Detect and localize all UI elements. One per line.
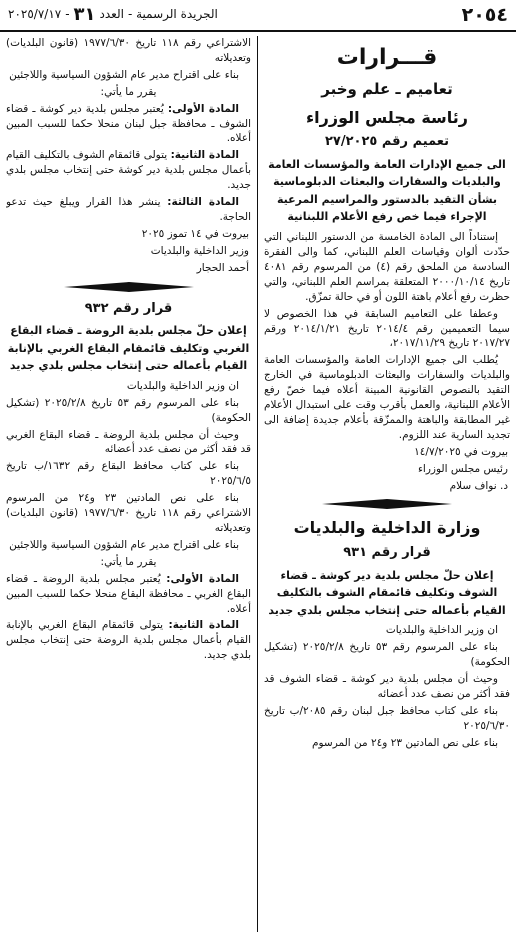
signer-title: وزير الداخلية والبلديات: [150, 244, 249, 257]
article-2: [6, 148, 251, 193]
decision-931-number: قرار رقم ٩٣١: [343, 545, 431, 561]
issue-number: ٣١: [73, 4, 96, 26]
circular-paragraph: يُطلب الى جميع الإدارات العامة والمؤسسات العامة والبلديات والسفارات والبعثات الدبلوماسية في الخارج التقيد بالنصوص القانونية المبينة أعلاه فيما خصّ رفع الأعلام اللبنانية، والعمل بأقرب وقت على استبدال الأعلام غير المطابقة والباهتة والممزّقة بأعلام جديدة إضافة الى تجديد السارية عند اللزوم.: [264, 354, 510, 441]
circular-number: تعميم رقم ٢٧/٢٠٢٥: [324, 134, 450, 150]
moi-org-title: وزارة الداخلية والبلديات: [293, 518, 481, 538]
decision-932-paragraph: بناء على المرسوم رقم ٥٣ تاريخ ٢٠٢٥/٢/٨ (تشكيل الحكومة): [6, 396, 251, 424]
decides-label: يقرر ما يأتي:: [100, 85, 157, 98]
section-divider-ornament: [264, 499, 510, 509]
decision-931-heading: إعلان حلّ مجلس بلدية دير كوشة ـ قضاء الشوف وتكليف قائمقام الشوف بالتكليف القيام بأعماله حتى إنتخاب مجلس بلدي جديد: [268, 568, 506, 617]
decision-931-paragraph: بناء على نص المادتين ٢٣ و٢٤ من المرسوم: [312, 736, 498, 749]
header-separator: -: [65, 7, 70, 22]
left-column: [6, 36, 258, 932]
article-label: المادة الثانية:: [168, 619, 239, 632]
decision-932-paragraph: بناء على اقتراح مدير عام الشؤون السياسية واللاجئين: [9, 538, 239, 551]
circular-paragraph: وعطفا على التعاميم السابقة في هذا الخصوص لا سيما التعميمين رقم ٢٠١٤/٤ تاريخ ٢٠١٤/١/٢١ ورقم ٢٠١٧/٢٧ تاريخ ٢٠١٧/١١/٢٩،: [264, 307, 510, 350]
article-label: المادة الثالثة:: [167, 196, 239, 209]
circular-heading: الى جميع الإدارات العامة والمؤسسات العامة والبلديات والسفارات والبعثات الدبلوماسية بشأن التقيد بالدستور والمراسيم المرعية الإجراء فيما خص رفع الأعلام اللبنانية: [268, 157, 506, 224]
circular-date: بيروت في ١٤/٧/٢٠٢٥: [414, 445, 508, 458]
pm-org-title: رئاسة مجلس الوزراء: [306, 107, 468, 127]
decision-932-paragraph: ان وزير الداخلية والبلديات: [126, 379, 239, 392]
section-subtitle: تعاميم ـ علم وخبر: [321, 80, 453, 99]
gazette-name: الجريدة الرسمية -: [127, 7, 218, 22]
issue-date: ٢٠٢٥/٧/١٧: [8, 7, 62, 22]
article-text: يتولى قائمقام البقاع الغربي بالإنابة القيام بأعمال مجلس بلدية الروضة حتى إنتخاب مجلس بلدي جديد.: [6, 619, 251, 662]
decision-931-paragraph: وحيث أن مجلس بلدية دير كوشة ـ قضاء الشوف قد فقد أكثر من نصف عدد أعضائه: [264, 673, 510, 701]
section-divider-ornament: [6, 282, 251, 292]
decision-932-paragraph: وحيث أن مجلس بلدية الروضة ـ قضاء البقاع الغربي قد فقد أكثر من نصف عدد أعضائه: [6, 428, 251, 456]
article-text: ينشر هذا القرار ويبلغ حيث تدعو الحاجة.: [6, 196, 251, 223]
circular-signer-title: رئيس مجلس الوزراء: [417, 462, 508, 475]
right-column: [258, 36, 510, 932]
decision-931-paragraph: ان وزير الداخلية والبلديات: [385, 624, 498, 637]
circular-signer-name: د. نواف سلام: [449, 479, 508, 492]
article-1: [6, 102, 251, 147]
page-header: [0, 0, 516, 32]
article-1: [6, 572, 251, 617]
article-3: [6, 195, 251, 225]
decision-931-paragraph: بناء على المرسوم رقم ٥٣ تاريخ ٢٠٢٥/٢/٨ (تشكيل الحكومة): [264, 641, 510, 669]
signer-name: أحمد الحجار: [196, 261, 249, 274]
article-label: المادة الثانية:: [170, 149, 239, 162]
page-number: ٢٠٥٤: [461, 3, 508, 26]
columns: [6, 36, 510, 932]
decision-931-paragraph: بناء على كتاب محافظ جبل لبنان رقم ٢٠٨٥/ب تاريخ ٢٠٢٥/٦/٣٠: [264, 704, 510, 732]
decides-label: يقرر ما يأتي:: [100, 555, 157, 568]
article-text: يتولى قائمقام الشوف بالتكليف القيام بأعمال مجلس بلدية دير كوشة حتى إنتخاب مجلس بلدي جديد.: [6, 149, 251, 192]
decision-932-number: قرار رقم ٩٣٢: [84, 300, 173, 316]
article-label: المادة الأولى:: [166, 572, 239, 585]
article-label: المادة الأولى:: [167, 102, 240, 115]
decision-932-heading: إعلان حلّ مجلس بلدية الروضة ـ قضاء البقاع الغربي وتكليف قائمقام البقاع الغربي بالإنابة القيام بأعماله حتى إنتخاب مجلس بلدي جديد: [7, 324, 250, 373]
decision-932-paragraph: بناء على نص المادتين ٢٣ و٢٤ من المرسوم الاشتراعي رقم ١١٨ تاريخ ١٩٧٧/٦/٣٠ (قانون البلديات) وتعديلاته: [6, 492, 251, 534]
article-2: [6, 618, 251, 663]
decision-932-paragraph: بناء على كتاب محافظ البقاع رقم ١٦٣٢/ب تاريخ ٢٠٢٥/٦/٥: [6, 460, 251, 488]
gazette-info: [8, 2, 218, 28]
circular-paragraph: إستناداً الى المادة الخامسة من الدستور اللبناني التي حدّدت ألوان وقياسات العلم اللبناني، كما والى الفقرة السادسة من الملحق رقم (٤) من المرسوم رقم ٤٠٨١ تاريخ ٢٠٠٠/١٠/١٤ المتعلقة بمراسم العلم اللبناني، والتي حظرت رفع أعلام باهتة اللون أو في حالة تمزّق.: [264, 231, 510, 303]
article-text: يُعتبر مجلس بلدية دير كوشة ـ قضاء الشوف ـ محافظة جبل لبنان منحلا حكما للسبب المبين أعلاه.: [6, 102, 251, 145]
decision-931-paragraph: بناء على اقتراح مدير عام الشؤون السياسية واللاجئين: [9, 68, 239, 81]
article-text: يُعتبر مجلس بلدية الروضة ـ قضاء البقاع الغربي ـ محافظة البقاع منحلا حكما للسبب المبين أعلاه.: [6, 572, 251, 615]
issue-label: العدد: [99, 7, 124, 22]
decision-date: بيروت في ١٤ تموز ٢٠٢٥: [141, 227, 249, 240]
decision-931-paragraph: الاشتراعي رقم ١١٨ تاريخ ١٩٧٧/٦/٣٠ (قانون البلديات) وتعديلاته: [6, 37, 251, 64]
section-title: قـــرارات: [336, 45, 438, 70]
